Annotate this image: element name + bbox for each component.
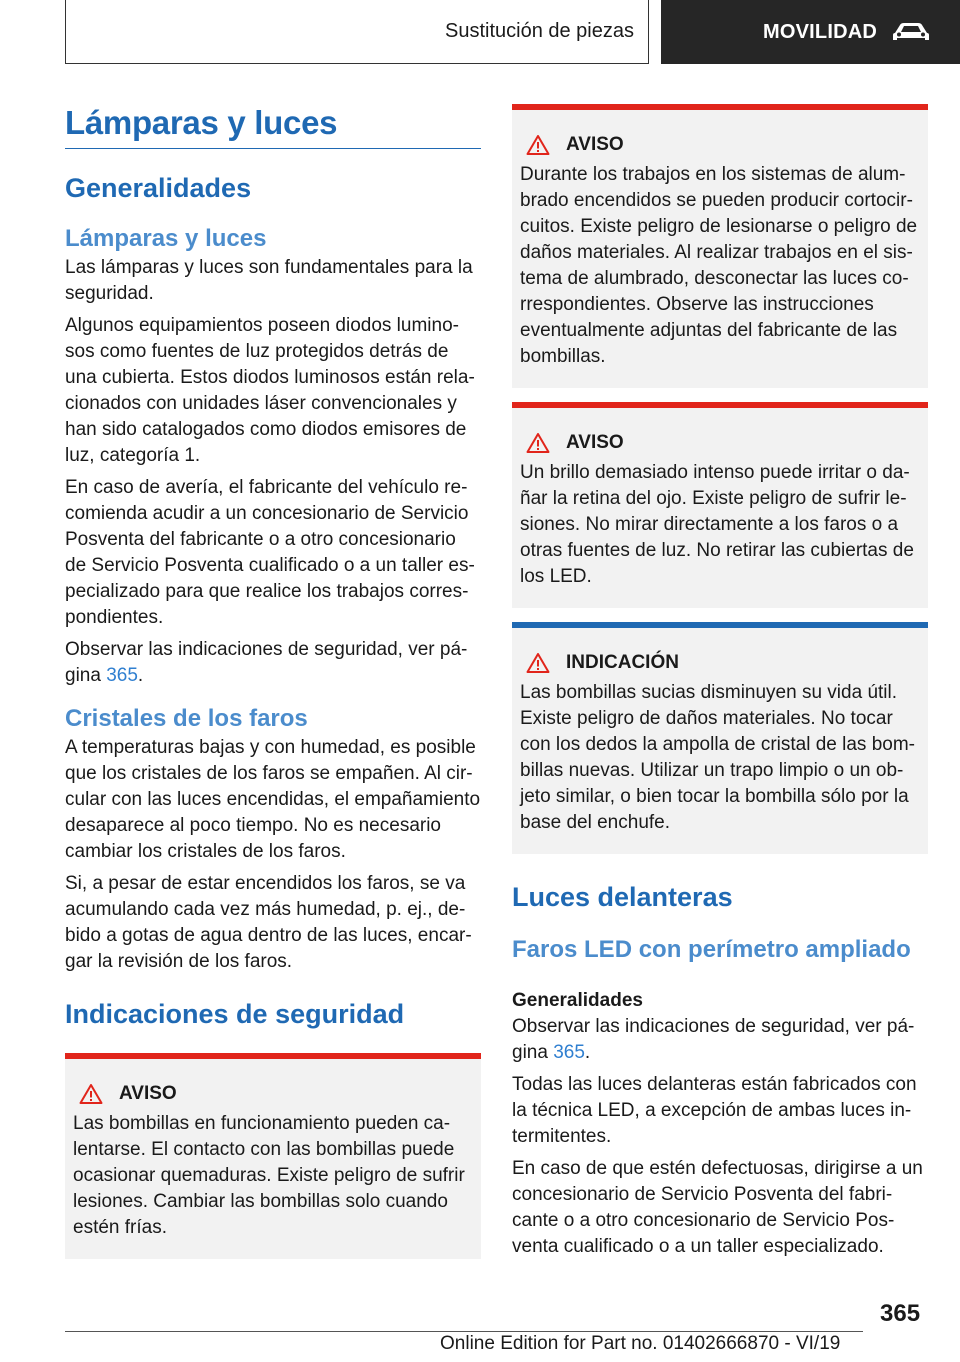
header-section-title <box>65 0 649 64</box>
info-text: Las bombillas sucias disminuyen su vida útil. Existe peligro de daños materiales. No tocar con los dedos la ampolla de cristal de las bom‐ billas nuevas. Utilizar un trapo limpio o un ob‐ jeto similar, o bien tocar la bombilla sólo por la base del enchufe. <box>520 682 915 833</box>
header-chapter-tab <box>661 0 960 64</box>
warning-text: Un brillo demasiado intenso puede irritar o da‐ ñar la retina del ojo. Existe peligro de sufrir le‐ siones. No mirar directamente a los faros o a otras fuentes de luz. No retirar las cubiertas de los LED. <box>520 462 914 587</box>
paragraph: Las lámparas y luces son fundamentales para la seguridad. <box>65 257 473 304</box>
warning-text: Durante los trabajos en los sistemas de alum‐ brado encendidos se pueden producir cortocir‐ cuitos. Existe peligro de lesionarse o peligro de daños materiales. Al realizar trabajos en el sis‐ tema de alumbrado, desconectar las luces co‐ rrespondientes. Observe las instrucciones eventualmente adjuntas del fabricante de las bombillas. <box>520 164 918 367</box>
paragraph: En caso de avería, el fabricante del vehículo re‐ comienda acudir a un concesionario de Servicio Posventa del fabricante o a otro concesionario de Servicio Posventa cualificado o a un taller es‐ pecializado para que realice los trabajos corres‐ pondientes. <box>65 477 475 628</box>
paragraph: A temperaturas bajas y con humedad, es posible que los cristales de los faros se empañen. Al cir‐ cular con las luces encendidas, el empañamiento desaparece al poco tiempo. No es necesario cambiar los cristales de los faros. <box>65 737 481 862</box>
heading-faros-led: Faros LED con perímetro ampliado <box>512 936 911 963</box>
paragraph-with-link: Observar las indicaciones de seguridad, ver pá‐ gina 365. <box>512 1016 915 1063</box>
warning-text: Las bombillas en funcionamiento pueden ca‐ lentarse. El contacto con las bombillas puede ocasionar quemaduras. Existe peligro de sufrir lesiones. Cambiar las bombillas solo cuando estén frías. <box>73 1113 465 1238</box>
warning-box <box>65 1053 481 1259</box>
warning-triangle-icon <box>526 652 550 674</box>
info-title: INDICACIÓN <box>520 650 920 676</box>
warning-triangle-icon <box>79 1083 103 1105</box>
info-box <box>512 622 928 854</box>
heading-lamparas: Lámparas y luces <box>65 225 267 252</box>
heading-cristales: Cristales de los faros <box>65 705 308 732</box>
chapter-title: MOVILIDAD <box>763 20 878 43</box>
warning-title: AVISO <box>73 1081 473 1107</box>
page-number: 365 <box>880 1300 921 1327</box>
paragraph-with-link: Observar las indicaciones de seguridad, ver pá‐ gina 365. <box>65 639 468 686</box>
warning-box <box>512 104 928 388</box>
car-icon <box>891 21 931 43</box>
warning-triangle-icon <box>526 432 550 454</box>
page-link-365[interactable]: 365 <box>553 1042 585 1063</box>
page-link-365[interactable]: 365 <box>106 665 138 686</box>
footer-edition: Online Edition for Part no. 01402666870 - VI/19 <box>440 1333 841 1354</box>
heading-luces-delanteras: Luces delanteras <box>512 882 733 912</box>
paragraph: En caso de que estén defectuosas, dirigirse a un concesionario de Servicio Posventa del fabri‐ cante o a otro concesionario de Servicio Pos‐ venta cualificado o a un taller especializado. <box>512 1158 923 1257</box>
heading-generalidades: Generalidades <box>65 173 252 203</box>
section-title: Sustitución de piezas <box>444 20 634 42</box>
warning-triangle-icon <box>526 134 550 156</box>
left-column <box>65 100 481 1259</box>
warning-title: AVISO <box>520 132 920 158</box>
paragraph: Si, a pesar de estar encendidos los faros, se va acumulando cada vez más humedad, p. ej., de‐ bido a gotas de agua dentro de las luces, encar‐ gar la revisión de los faros. <box>65 873 472 972</box>
warning-box <box>512 402 928 608</box>
page-title: Lámparas y luces <box>65 100 481 149</box>
paragraph: Todas las luces delanteras están fabricados con la técnica LED, a excepción de ambas luces in‐ termitentes. <box>512 1074 917 1147</box>
heading-seguridad: Indicaciones de seguridad <box>65 999 405 1029</box>
footer-divider <box>65 1331 863 1332</box>
warning-title: AVISO <box>520 430 920 456</box>
paragraph: Algunos equipamientos poseen diodos lumino‐ sos como fuentes de luz protegidos detrás de una cubierta. Estos diodos luminosos están rela‐ cionados con unidades láser convencionales y han sido catalogados como diodos emisores de luz, categoría 1. <box>65 315 475 466</box>
heading-generalidades-sub: Generalidades <box>512 990 643 1011</box>
right-column <box>512 104 928 1260</box>
